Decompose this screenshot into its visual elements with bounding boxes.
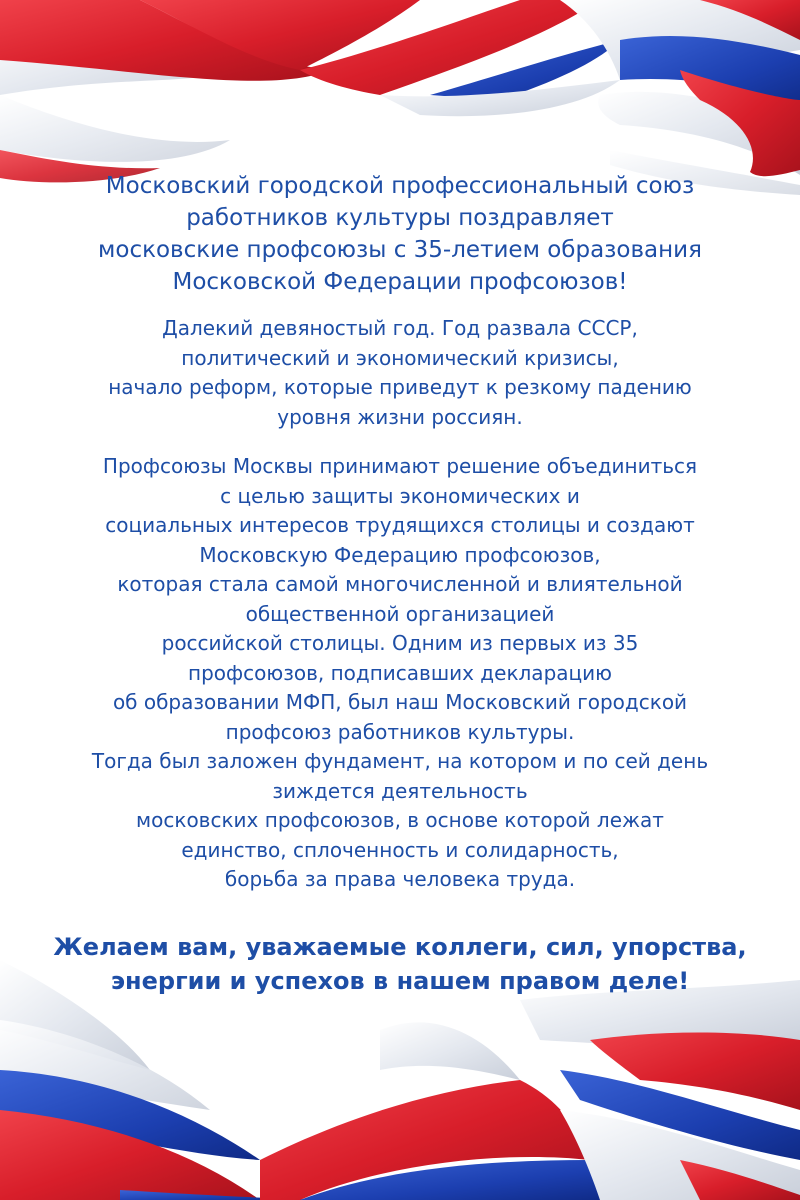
federation-paragraph: Профсоюзы Москвы принимают решение объединиться с целью защиты экономических и социальных интересов трудящихся столицы и создают Московскую Федерацию профсоюзов, которая стала самой многочисленной и влиятельной общественной организацией российской столицы. Одним из первых из 35 профсоюзов, подписавших декларацию об образовании МФП, был наш Московский городской профсоюз работников культуры. Тогда был заложен фундамент, на котором и по сей день зиждется деятельность московских профсоюзов, в основе которой лежат единство, сплоченность и солидарность, борьба за права человека труда. xyxy=(91,454,709,891)
history-paragraph: Далекий девяностый год. Год развала СССР, политический и экономический кризисы, начало реформ, которые приведут к резкому падению уровня жизни россиян. xyxy=(108,316,692,429)
closing-wishes: Желаем вам, уважаемые коллеги, сил, упорства, энергии и успехов в нашем правом деле! xyxy=(53,933,747,995)
greeting-heading: Московский городской профессиональный союз работников культуры поздравляет московские профсоюзы с 35-летием образования Московской Федерации профсоюзов! xyxy=(98,173,702,295)
